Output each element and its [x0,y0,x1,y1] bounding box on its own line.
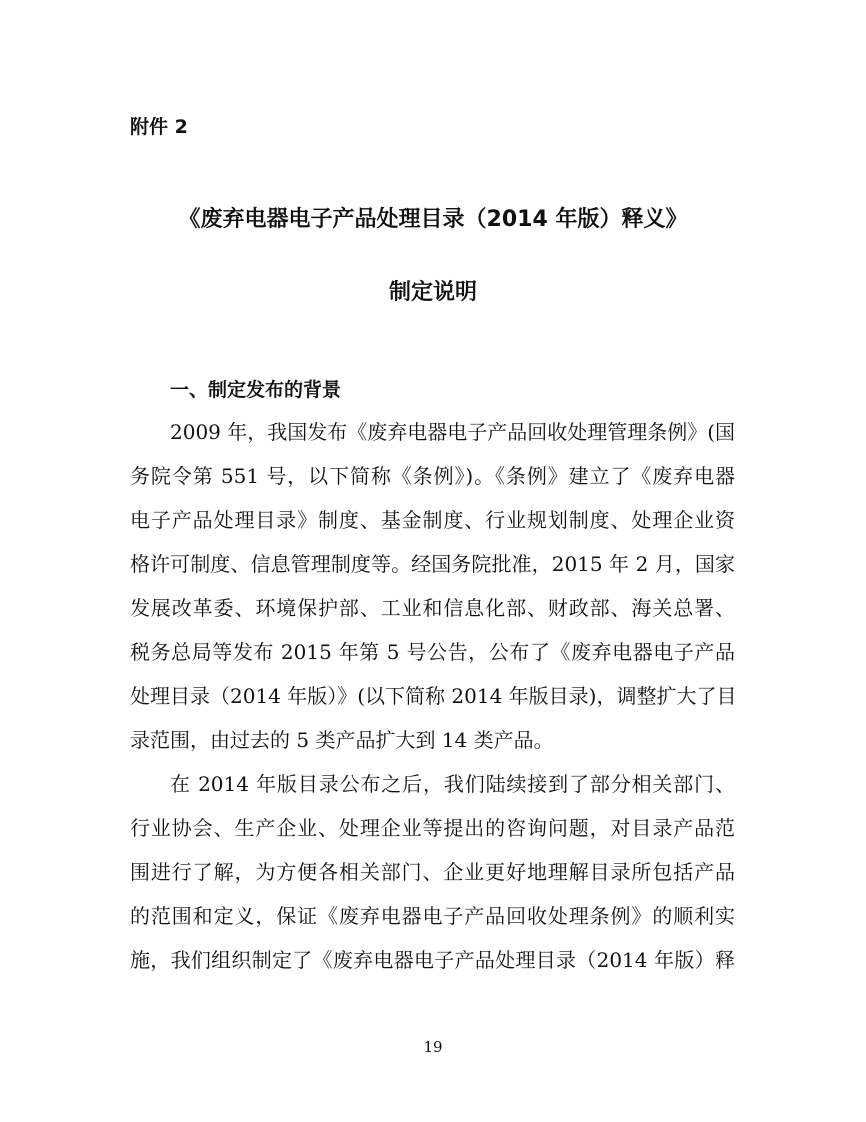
paragraph-line: 格许可制度、信息管理制度等。经国务院批准，2015 年 2 月，国家 [130,552,735,576]
paragraph-line: 行业协会、生产企业、处理企业等提出的咨询问题，对目录产品范 [130,816,735,840]
section-heading: 一、制定发布的背景 [170,379,342,401]
page-number: 19 [423,1038,443,1056]
paragraph-line: 2009 年，我国发布《废弃电器电子产品回收处理管理条例》(国 [170,420,736,444]
paragraph-line: 处理目录（2014 年版）》(以下简称 2014 年版目录)，调整扩大了目 [130,684,737,708]
document-title: 《废弃电器电子产品处理目录（2014 年版）释义》 [178,207,688,232]
paragraph-line: 录范围，由过去的 5 类产品扩大到 14 类产品。 [130,728,554,752]
paragraph-line: 电子产品处理目录》制度、基金制度、行业规划制度、处理企业资 [130,508,735,532]
paragraph-line: 施，我们组织制定了《废弃电器电子产品处理目录（2014 年版）释 [130,948,735,972]
document-subtitle: 制定说明 [388,280,477,305]
paragraph-line: 务院令第 551 号，以下简称《条例》)。《条例》建立了《废弃电器 [130,464,735,488]
paragraph-line: 的范围和定义，保证《废弃电器电子产品回收处理条例》的顺利实 [130,904,735,928]
attachment-label: 附件 2 [130,116,188,138]
paragraph-line: 在 2014 年版目录公布之后，我们陆续接到了部分相关部门、 [170,772,735,796]
paragraph-line: 发展改革委、环境保护部、工业和信息化部、财政部、海关总署、 [130,596,735,620]
paragraph-line: 围进行了解，为方便各相关部门、企业更好地理解目录所包括产品 [130,860,735,884]
paragraph-line: 税务总局等发布 2015 年第 5 号公告，公布了《废弃电器电子产品 [130,640,735,664]
